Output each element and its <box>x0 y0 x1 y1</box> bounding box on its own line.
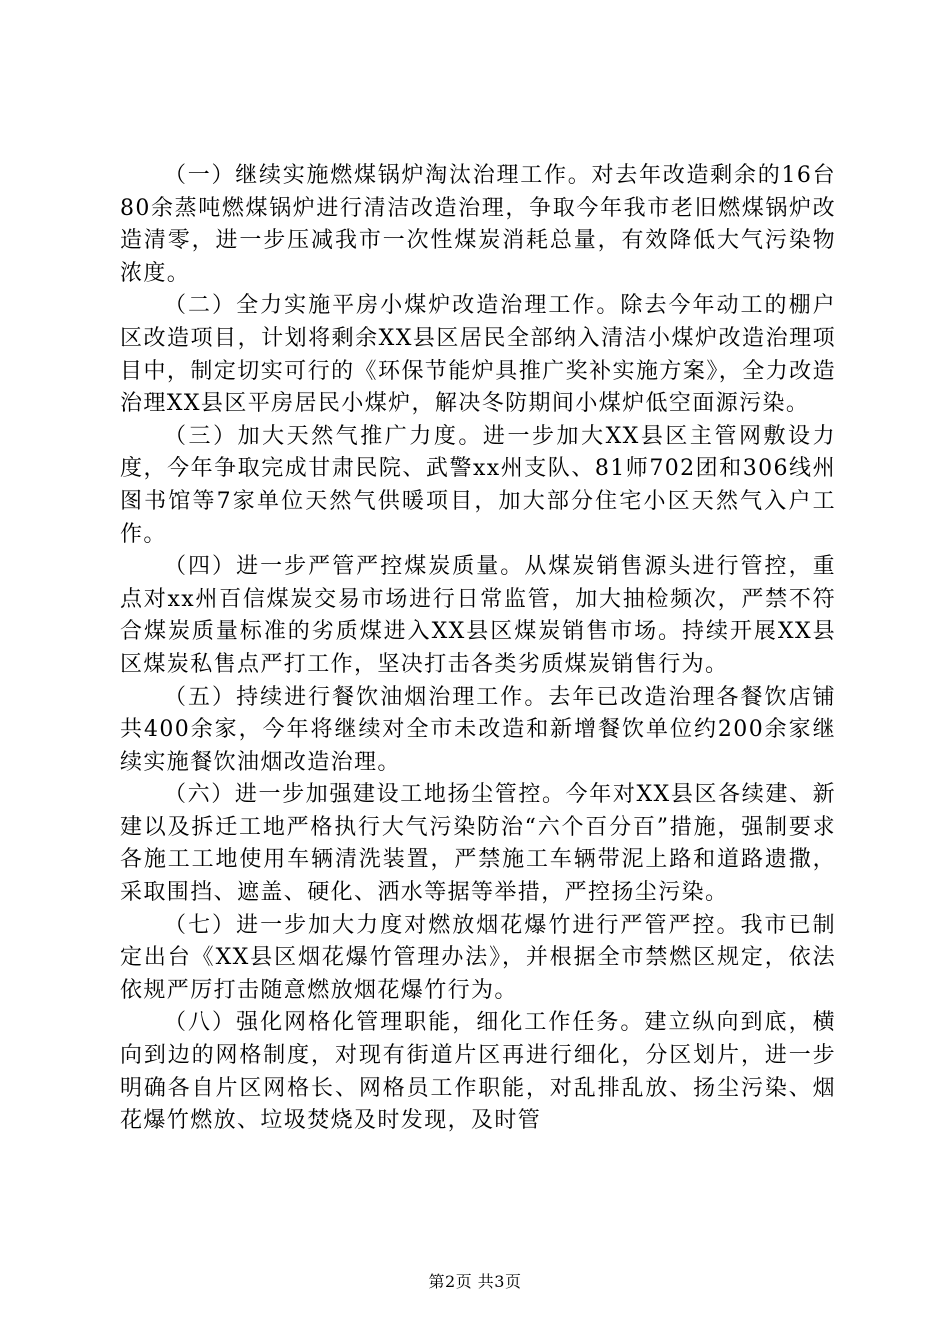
paragraph-8: （八）强化网格化管理职能，细化工作任务。建立纵向到底，横向到边的网格制度，对现有街道片区再进行细化，分区划片，进一步明确各自片区网格长、网格员工作职能，对乱排乱放、扬尘污染、烟花爆竹燃放、垃圾焚烧及时发现，及时管 <box>120 1010 836 1134</box>
document-body <box>120 160 836 1138</box>
paragraph-4: （四）进一步严管严控煤炭质量。从煤炭销售源头进行管控，重点对xx州百信煤炭交易市场进行日常监管，加大抽检频次，严禁不符合煤炭质量标准的劣质煤进入XX县区煤炭销售市场。持续开展XX县区煤炭私售点严打工作，坚决打击各类劣质煤炭销售行为。 <box>120 554 836 677</box>
paragraph-1: （一）继续实施燃煤锅炉淘汰治理工作。对去年改造剩余的16台80余蒸吨燃煤锅炉进行清洁改造治理，争取今年我市老旧燃煤锅炉改造清零，进一步压减我市一次性煤炭消耗总量，有效降低大气污染物浓度。 <box>120 163 836 286</box>
page-number-footer: 第2页 共3页 <box>428 1272 522 1291</box>
paragraph-6: （六）进一步加强建设工地扬尘管控。今年对XX县区各续建、新建以及拆迁工地严格执行大气污染防治“六个百分百”措施，强制要求各施工工地使用车辆清洗装置，严禁施工车辆带泥上路和道路遗撒，采取围挡、遮盖、硬化、洒水等据等举措，严控扬尘污染。 <box>120 782 836 906</box>
paragraph-2: （二）全力实施平房小煤炉改造治理工作。除去今年动工的棚户区改造项目，计划将剩余XX县区居民全部纳入清洁小煤炉改造治理项目中，制定切实可行的《环保节能炉具推广奖补实施方案》，全力改造治理XX县区平房居民小煤炉，解决冬防期间小煤炉低空面源污染。 <box>120 293 836 417</box>
paragraph-5: （五）持续进行餐饮油烟治理工作。去年已改造治理各餐饮店铺共400余家，今年将继续对全市未改造和新增餐饮单位约200余家继续实施餐饮油烟改造治理。 <box>120 684 836 775</box>
paragraph-3: （三）加大天然气推广力度。进一步加大XX县区主管网敷设力度，今年争取完成甘肃民院、武警xx州支队、81师702团和306线州图书馆等7家单位天然气供暖项目，加大部分住宅小区天然气入户工作。 <box>120 423 836 547</box>
paragraph-7: （七）进一步加大力度对燃放烟花爆竹进行严管严控。我市已制定出台《XX县区烟花爆竹管理办法》，并根据全市禁燃区规定，依法依规严厉打击随意燃放烟花爆竹行为。 <box>120 912 836 1003</box>
